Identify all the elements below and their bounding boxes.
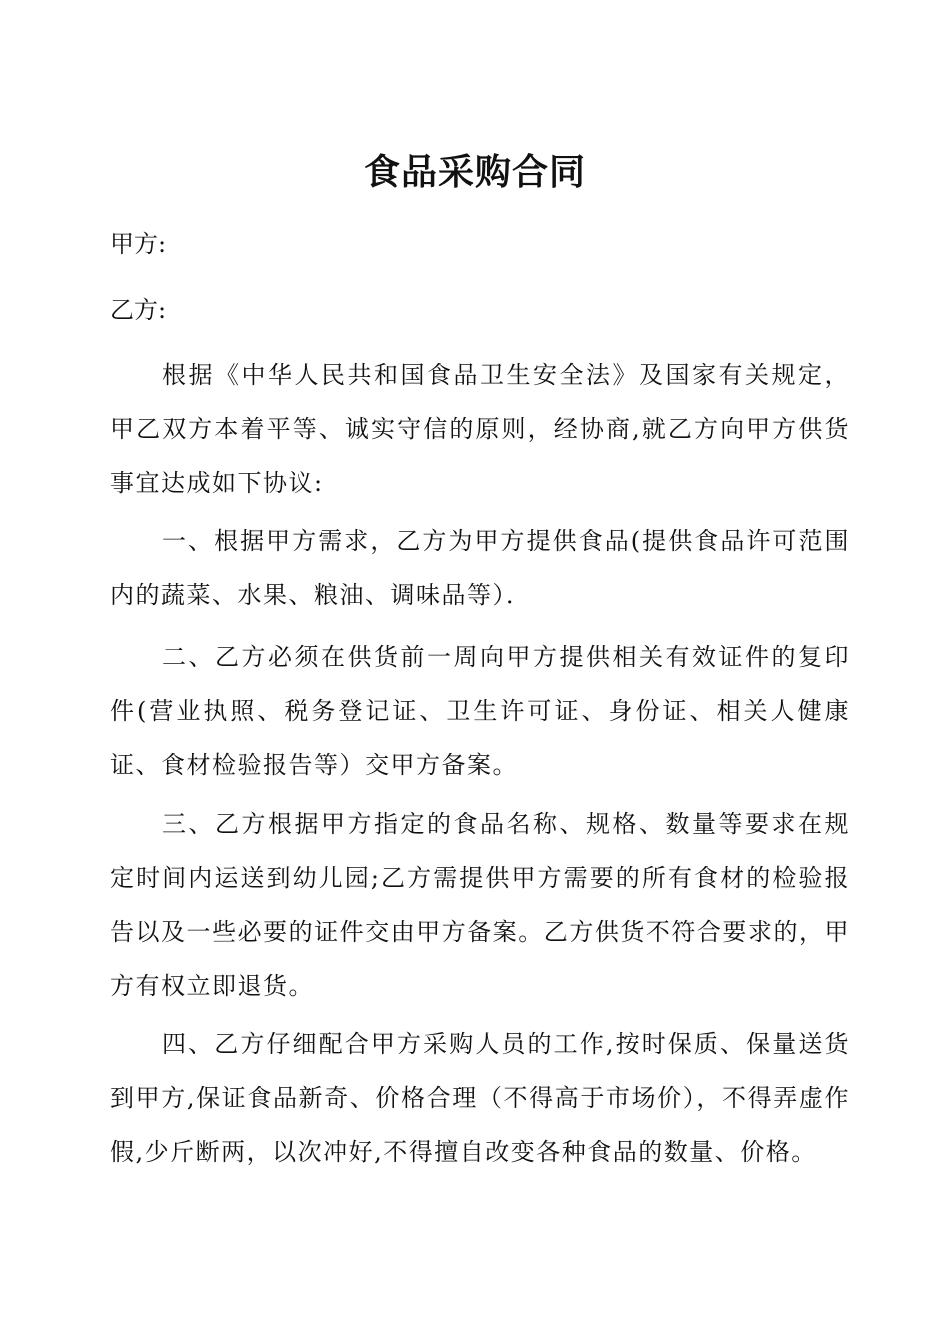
party-a-label: 甲方:: [110, 230, 167, 258]
clause-3-paragraph: 三、乙方根据甲方指定的食品名称、规格、数量等要求在规定时间内运送到幼儿园;乙方需提供甲方需要的所有食材的检验报告以及一些必要的证件交由甲方备案。乙方供货不符合要求的，甲方有权立即退货。: [110, 810, 850, 1000]
clause-2-paragraph: 二、乙方必须在供货前一周向甲方提供相关有效证件的复印件(营业执照、税务登记证、卫生许可证、身份证、相关人健康证、食材检验报告等）交甲方备案。: [110, 643, 850, 779]
intro-paragraph: 根据《中华人民共和国食品卫生安全法》及国家有关规定，甲乙双方本着平等、诚实守信的原则，经协商,就乙方向甲方供货事宜达成如下协议:: [110, 361, 850, 497]
clause-4-paragraph: 四、乙方仔细配合甲方采购人员的工作,按时保质、保量送货到甲方,保证食品新奇、价格合理（不得高于市场价），不得弄虚作假,少斤断两，以次冲好,不得擅自改变各种食品的数量、价格。: [110, 1030, 850, 1166]
party-b-label: 乙方:: [110, 296, 167, 324]
document-title: 食品采购合同: [363, 151, 586, 193]
clause-1-paragraph: 一、根据甲方需求，乙方为甲方提供食品(提供食品许可范围内的蔬菜、水果、粮油、调味品等）．: [110, 527, 850, 609]
